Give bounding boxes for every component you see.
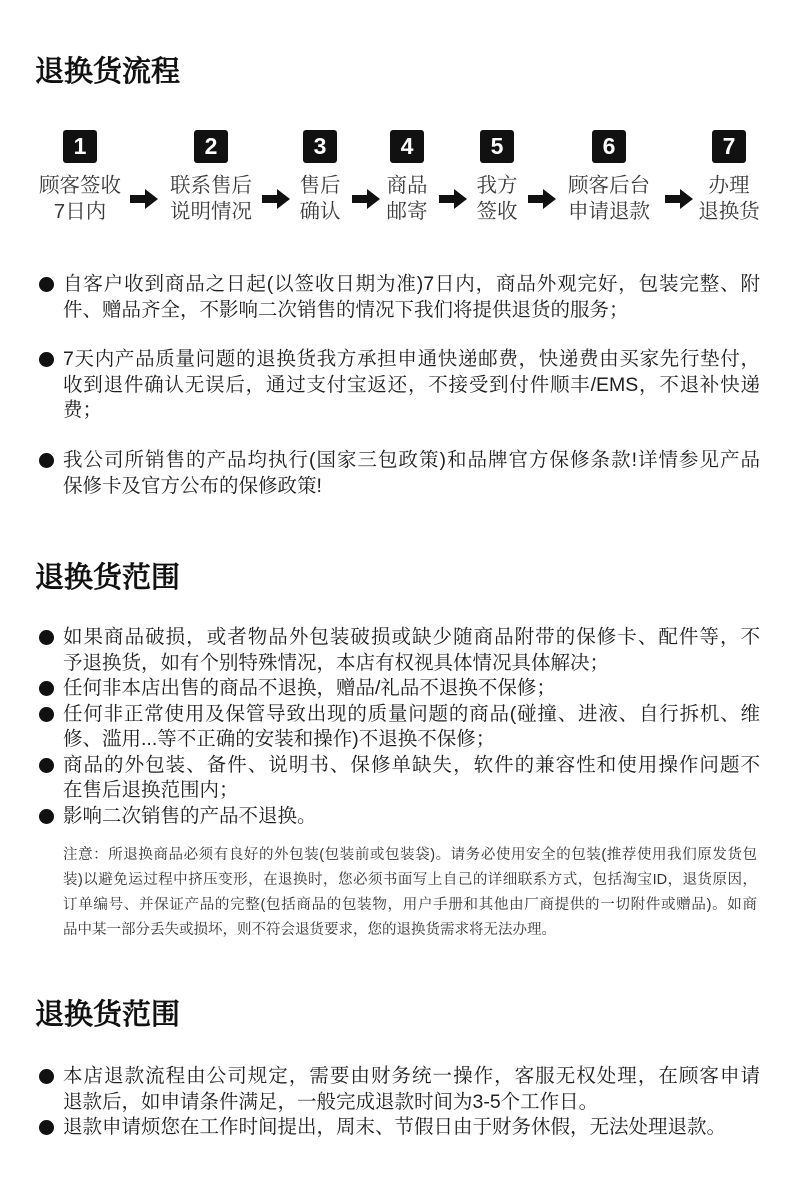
step-5 (442, 130, 552, 225)
list-item (38, 702, 760, 753)
step-7 (674, 130, 784, 225)
step-label-line: 确认 (299, 200, 341, 223)
step-2 (156, 130, 266, 225)
step-label (156, 173, 266, 225)
list-item-line: 7天内产品质量问题的退换货我方承担申通快递邮费，快递费由买家先行垫付， (63, 348, 760, 370)
step-label-line: 顾客后台 (568, 174, 650, 197)
list-item-line: 保修卡及官方公布的保修政策! (63, 474, 322, 497)
bullet-icon (39, 352, 54, 367)
step-label-line: 申请退款 (568, 200, 650, 223)
step-number-badge: 3 (303, 130, 337, 163)
list-item-line: 收到退件确认无误后，通过支付宝返还，不接受到付件顺丰/EMS，不退补快递 (63, 373, 760, 396)
list-item (38, 753, 760, 804)
process-rule-3 (38, 448, 760, 499)
section-title-process: 退换货流程 (35, 56, 181, 88)
step-1 (25, 130, 135, 225)
list-item-line: 修、滥用...等不正确的安装和操作)不退换不保修； (63, 728, 496, 750)
step-label-line: 我方 (476, 174, 518, 197)
step-label-line: 说明情况 (170, 200, 252, 223)
list-item (38, 625, 760, 676)
step-number-badge: 4 (390, 130, 424, 163)
list-item-line: 任何非正常使用及保管导致出现的质量问题的商品(碰撞、进液、自行拆机、维 (63, 702, 760, 725)
arrow-right-icon (528, 189, 556, 209)
section-title-refund: 退换货范围 (35, 999, 181, 1031)
bullet-icon (39, 630, 54, 645)
list-item-line: 影响二次销售的产品不退换。 (63, 804, 317, 827)
step-label-line: 商品 (386, 174, 428, 197)
scope-list (38, 625, 760, 829)
bullet-icon (39, 758, 54, 773)
step-label-line: 邮寄 (386, 200, 428, 223)
list-item-line: 在售后退换范围内； (63, 779, 239, 801)
bullet-icon (39, 453, 54, 468)
note-line: 订单编号、并保证产品的完整(包括商品的包装物，用户手册和其他由厂商提供的一切附件或赠品)。如商 (63, 897, 757, 913)
step-6 (554, 130, 664, 225)
list-item-line: 本店退款流程由公司规定，需要由财务统一操作，客服无权处理，在顾客申请 (63, 1065, 760, 1087)
list-item-line: 退款后，如申请条件满足，一般完成退款时间为3-5个工作日。 (63, 1090, 599, 1113)
list-item-line: 如果商品破损，或者物品外包装破损或缺少随商品附带的保修卡、配件等，不 (63, 626, 760, 648)
step-label-line: 签收 (476, 200, 518, 223)
bullet-icon (39, 1069, 54, 1084)
list-item-line: 退款申请烦您在工作时间提出，周末、节假日由于财务休假，无法处理退款。 (63, 1116, 727, 1138)
list-item (38, 804, 760, 830)
list-item-line: 费； (63, 399, 103, 421)
note-line: 装)以避免运过程中挤压变形，在退换时，您必须书面写上自己的详细联系方式，包括淘宝ID，退货原因， (63, 872, 757, 888)
step-label-line: 7日内 (53, 200, 107, 223)
list-item (38, 1115, 760, 1141)
note-line: 注意：所退换商品必须有良好的外包装(包装前或包装袋)。请务必使用安全的包装(推荐使用我们原发货包 (63, 847, 757, 863)
step-label-line: 联系售后 (170, 174, 252, 197)
list-item-line: 件、赠品齐全，不影响二次销售的情况下我们将提供退货的服务； (63, 298, 629, 321)
process-rule-2 (38, 347, 760, 424)
step-label (25, 173, 135, 225)
process-rule-1 (38, 272, 760, 323)
list-item (38, 448, 760, 499)
scope-note (63, 843, 757, 943)
list-item-line: 商品的外包装、备件、说明书、保修单缺失，软件的兼容性和使用操作问题不 (63, 753, 760, 776)
step-label-line: 售后 (299, 174, 341, 197)
list-item (38, 1064, 760, 1115)
step-label-line: 退换货 (698, 200, 760, 223)
list-item-line: 自客户收到商品之日起(以签收日期为准)7日内，商品外观完好，包装完整、附 (63, 273, 760, 295)
bullet-icon (39, 277, 54, 292)
step-number-badge: 1 (63, 130, 97, 163)
arrow-right-icon (130, 189, 158, 209)
step-number-badge: 7 (712, 130, 746, 163)
step-number-badge: 5 (480, 130, 514, 163)
refund-list (38, 1064, 760, 1141)
list-item (38, 676, 760, 702)
list-item-line: 我公司所销售的产品均执行(国家三包政策)和品牌官方保修条款!详情参见产品 (63, 449, 760, 471)
list-item (38, 272, 760, 323)
section-title-scope: 退换货范围 (35, 562, 181, 594)
bullet-icon (39, 809, 54, 824)
step-label (554, 173, 664, 225)
step-number-badge: 2 (194, 130, 228, 163)
step-label-line: 办理 (708, 174, 750, 197)
list-item (38, 347, 760, 424)
bullet-icon (39, 1120, 54, 1135)
list-item-line: 任何非本店出售的商品不退换，赠品/礼品不退换不保修； (63, 677, 556, 699)
step-label (674, 173, 784, 225)
note-line: 品中某一部分丢失或损坏，则不符会退货要求，您的退换货需求将无法办理。 (63, 922, 556, 938)
bullet-icon (39, 681, 54, 696)
list-item-line: 予退换货，如有个别特殊情况，本店有权视具体情况具体解决； (63, 651, 610, 674)
bullet-icon (39, 707, 54, 722)
step-label-line: 顾客签收 (39, 174, 121, 197)
step-number-badge: 6 (592, 130, 626, 163)
